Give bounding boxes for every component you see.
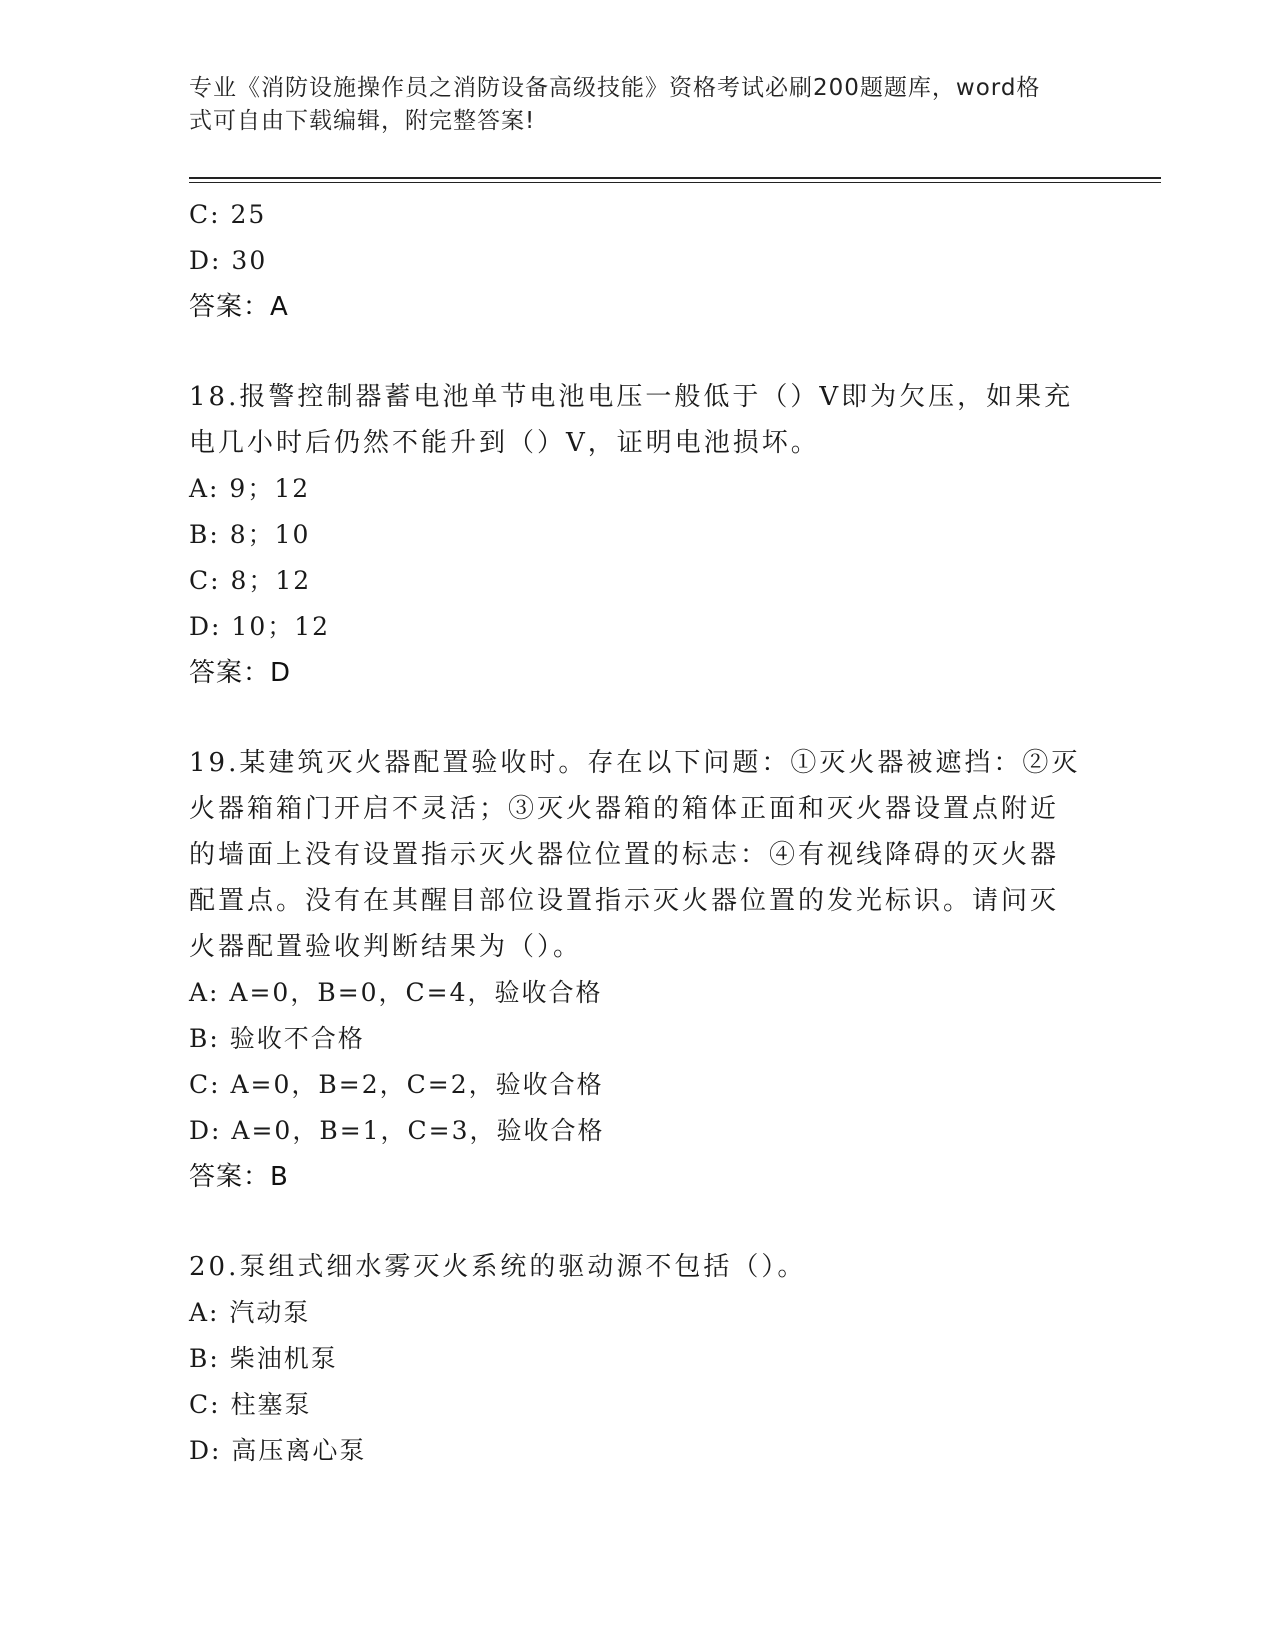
option-a: A: A=0，B=0，C=4，验收合格	[189, 978, 603, 1007]
answer-line: 答案：D	[189, 658, 292, 688]
question-text-line: 19.某建筑灭火器配置验收时。存在以下问题：①灭火器被遮挡：②灭	[189, 748, 1081, 778]
option-b: B: 8；10	[189, 520, 311, 549]
option-d: D: 10；12	[189, 612, 331, 641]
option-d: D: 高压离心泵	[189, 1436, 367, 1465]
answer-line: 答案：B	[189, 1162, 289, 1192]
option-b: B: 柴油机泵	[189, 1344, 338, 1373]
option-a: A: 9；12	[189, 474, 311, 503]
question-text-line: 火器配置验收判断结果为（）。	[189, 932, 583, 962]
option-c: C: 25	[189, 200, 267, 229]
question-text-line: 20.泵组式细水雾灭火系统的驱动源不包括（）。	[189, 1252, 807, 1282]
spacer	[189, 330, 1089, 374]
option-a: A: 汽动泵	[189, 1298, 311, 1327]
prev-question-block	[189, 192, 1089, 330]
question-text	[189, 1244, 1079, 1290]
question-text-line: 18.报警控制器蓄电池单节电池电压一般低于（）V即为欠压，如果充	[189, 382, 1074, 412]
option-c: C: 8；12	[189, 566, 312, 595]
option-d: D: 30	[189, 246, 268, 275]
spacer	[189, 1200, 1089, 1244]
question-text-line: 配置点。没有在其醒目部位设置指示灭火器位置的发光标识。请问灭	[189, 886, 1060, 916]
header-rule-bottom	[189, 182, 1161, 183]
option-c: C: A=0，B=2，C=2，验收合格	[189, 1070, 604, 1099]
option-d: D: A=0，B=1，C=3，验收合格	[189, 1116, 605, 1145]
header-rule-top	[189, 177, 1161, 179]
header-line-1: 专业《消防设施操作员之消防设备高级技能》资格考试必刷200题题库，word格	[189, 75, 1041, 101]
document-header	[189, 72, 1079, 138]
question-text-line: 的墙面上没有设置指示灭火器位位置的标志：④有视线降碍的灭火器	[189, 840, 1060, 870]
option-c: C: 柱塞泵	[189, 1390, 312, 1419]
question-list	[189, 192, 1089, 1474]
question-18	[189, 374, 1089, 696]
header-line-2: 式可自由下载编辑，附完整答案!	[189, 108, 536, 134]
answer-line: 答案：A	[189, 292, 289, 322]
question-20	[189, 1244, 1089, 1474]
question-text	[189, 740, 1079, 970]
option-b: B: 验收不合格	[189, 1024, 365, 1053]
spacer	[189, 696, 1089, 740]
question-text-line: 火器箱箱门开启不灵活；③灭火器箱的箱体正面和灭火器设置点附近	[189, 794, 1060, 824]
question-text	[189, 374, 1079, 466]
question-text-line: 电几小时后仍然不能升到（）V，证明电池损坏。	[189, 428, 820, 458]
question-19	[189, 740, 1089, 1200]
